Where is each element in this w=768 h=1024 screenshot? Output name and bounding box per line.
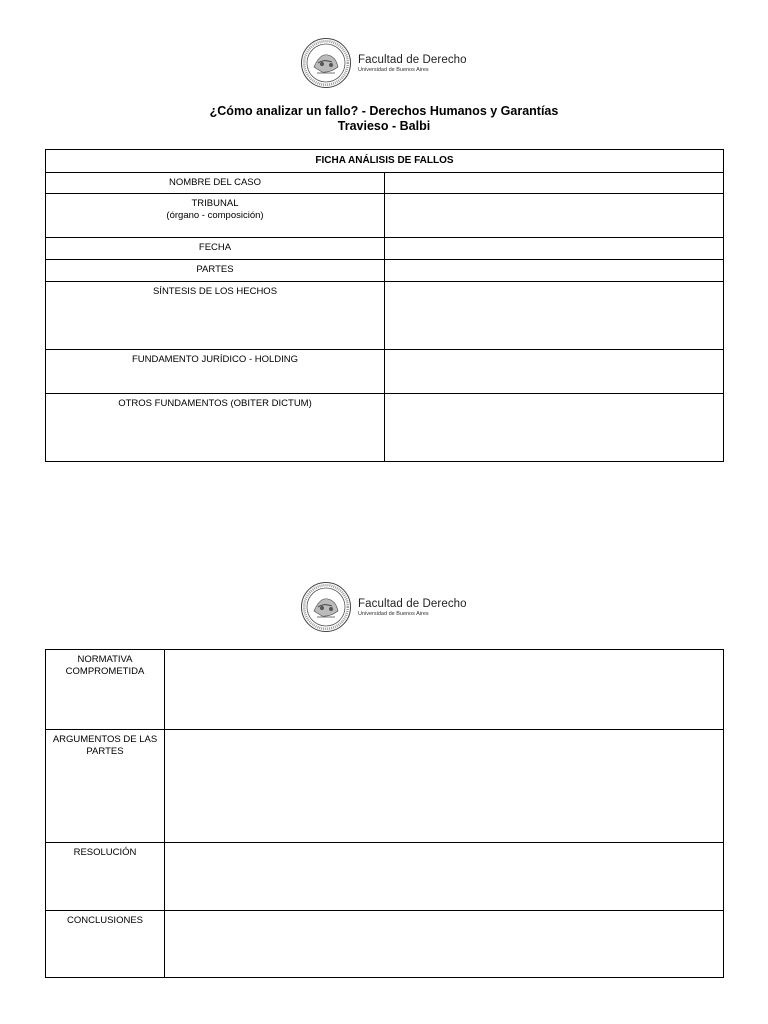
row-value-obiter[interactable]: [385, 394, 724, 462]
row-value-conclusions[interactable]: [165, 911, 724, 978]
row-label-court: [46, 194, 385, 238]
row-value-case-name[interactable]: [385, 173, 724, 194]
table-row: [46, 282, 724, 350]
table-row: [46, 238, 724, 260]
row-value-norms[interactable]: [165, 650, 724, 730]
faculty-header: [300, 36, 467, 90]
analysis-table-1: [45, 149, 724, 462]
table-row: [46, 650, 724, 730]
table-row: [46, 260, 724, 282]
row-label-norms: NORMATIVA COMPROMETIDA: [46, 650, 165, 730]
brand-name: Facultad de Derecho: [358, 597, 467, 610]
row-label-court-sub: (órgano - composición): [166, 210, 264, 221]
table-row: [46, 843, 724, 911]
document-title: [0, 104, 768, 134]
brand-subtitle: Universidad de Buenos Aires: [358, 66, 429, 73]
university-seal-icon: [300, 37, 352, 89]
row-value-court[interactable]: [385, 194, 724, 238]
brand-name: Facultad de Derecho: [358, 53, 467, 66]
row-value-facts[interactable]: [385, 282, 724, 350]
table-heading-row: [46, 150, 724, 173]
row-label-facts: SÍNTESIS DE LOS HECHOS: [46, 282, 385, 350]
university-seal-icon: [300, 581, 352, 633]
table-row: [46, 394, 724, 462]
row-label-arguments: ARGUMENTOS DE LAS PARTES: [46, 730, 165, 843]
analysis-table-2: [45, 649, 724, 978]
table-row: [46, 194, 724, 238]
faculty-header-page-2: [300, 580, 467, 634]
row-value-arguments[interactable]: [165, 730, 724, 843]
row-label-holding: FUNDAMENTO JURÍDICO - HOLDING: [46, 350, 385, 394]
table-row: [46, 730, 724, 843]
row-value-holding[interactable]: [385, 350, 724, 394]
table-row: [46, 350, 724, 394]
row-value-resolution[interactable]: [165, 843, 724, 911]
table-heading: FICHA ANÁLISIS DE FALLOS: [46, 150, 724, 173]
brand-subtitle: Universidad de Buenos Aires: [358, 610, 429, 617]
row-label-date: FECHA: [46, 238, 385, 260]
row-label-case-name: NOMBRE DEL CASO: [46, 173, 385, 194]
table-row: [46, 173, 724, 194]
row-label-resolution: RESOLUCIÓN: [46, 843, 165, 911]
table-row: [46, 911, 724, 978]
row-label-parties: PARTES: [46, 260, 385, 282]
row-label-court-title: TRIBUNAL: [191, 198, 239, 209]
row-value-date[interactable]: [385, 238, 724, 260]
row-value-parties[interactable]: [385, 260, 724, 282]
title-line-2: Travieso - Balbi: [337, 119, 431, 133]
row-label-conclusions: CONCLUSIONES: [46, 911, 165, 978]
title-line-1: ¿Cómo analizar un fallo? - Derechos Humanos y Garantías: [209, 104, 559, 118]
row-label-obiter: OTROS FUNDAMENTOS (OBITER DICTUM): [46, 394, 385, 462]
